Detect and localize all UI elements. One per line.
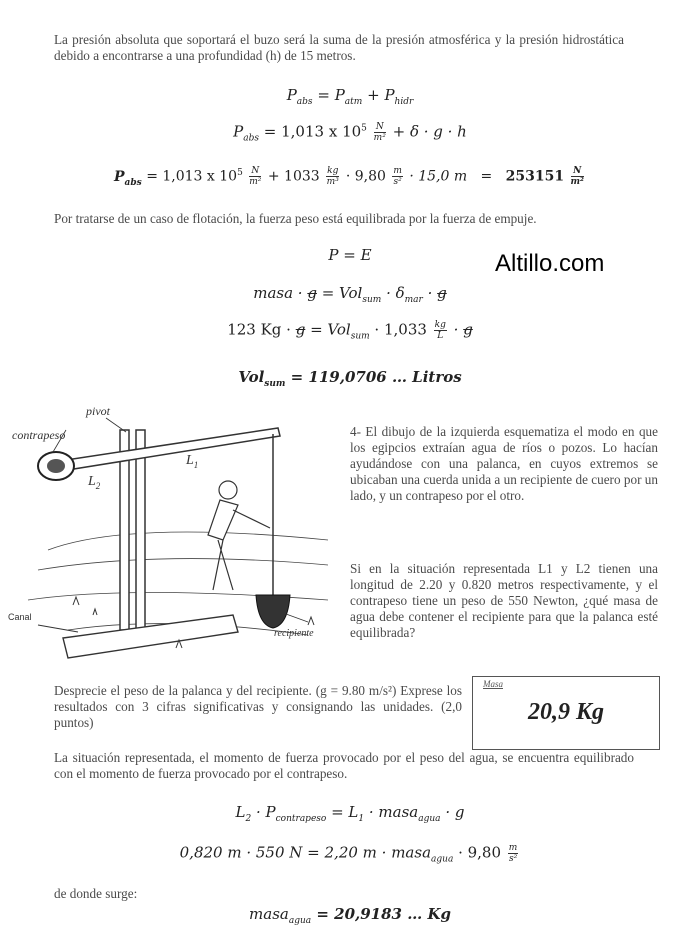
- pivot-label: pivot: [86, 404, 110, 418]
- shaduf-illustration: [8, 400, 338, 670]
- equation-numeric-volume: 123 Kg · g = Vol$_{sum}$ · 1,033 $\frac{kg}{L}$ · g: [227, 320, 473, 342]
- l1-label: $L_1$: [186, 453, 199, 470]
- l2-label: $L_2$: [88, 474, 101, 491]
- problem-description: 4- El dibujo de la izquierda esquematiza el modo en que los egipcios extraían agua de ríos o pozos. Lo hacían ayudándose con una palanca, en cuyos extremos se ubicaban una cuerda unida a un recipiente de cuero por un lado, y un contrapeso por el otro.: [350, 424, 658, 503]
- problem-question: Si en la situación representada L1 y L2 tienen una longitud de 2.20 y 0.820 metros respectivamente, y el contrapeso tiene un peso de 550 Newton, ¿qué masa de agua debe contener el recipiente para que la palanca esté equilibrada?: [350, 561, 658, 640]
- equation-mass-result: masa$_{agua}$ = 20,9183 … Kg: [249, 905, 451, 926]
- solution-text: La situación representada, el momento de fuerza provocado por el peso del agua, se encuentra equilibrado con el momento de fuerza provocado por el contrapeso.: [54, 750, 634, 781]
- equation-mass-volume: masa · $g = Vol_{sum} \cdot \delta_{mar} \cdot g$: [253, 284, 447, 305]
- instructions-text: Desprecie el peso de la palanca y del recipiente. (g = 9.80 m/s²) Exprese los resultados con 3 cifras significativas y consignando las unidades. (2,0 puntos): [54, 683, 462, 730]
- flotation-text: Por tratarse de un caso de flotación, la fuerza peso está equilibrada por la fuerza de empuje.: [54, 211, 537, 226]
- intro-paragraph: La presión absoluta que soportará el buzo será la suma de la presión atmosférica y la presión hidrostática debido a encontrarse a una profundidad (h) de 15 metros.: [54, 32, 624, 63]
- equation-pabs-formula: $P_{abs} = 1,013$ x $10^5$ $\frac{N}{\text{m²}}$ + δ · g · h: [233, 122, 467, 144]
- answer-label: Masa: [483, 679, 503, 689]
- answer-box: [472, 676, 660, 750]
- equation-pabs-numeric: $P_{abs} = 1,013$ x $10^5$ $\frac{N}{\text{m²}}$ + 1033 $\frac{kg}{\text{m³}}$ · 9,80 $\frac{m}{\text{s²}}$ · 15,0 m = 253151 $\frac{N}{\text{m²}}$: [114, 166, 584, 188]
- equation-moment-balance: $L_2 \cdot P_{contrapeso} = L_1$ · masa$_{agua}$ · g: [235, 803, 465, 824]
- answer-value: 20,9 Kg: [527, 699, 604, 725]
- recipiente-label: recipiente: [274, 628, 314, 639]
- equation-pabs-definition: $P_{abs} = P_{atm} + P_{hidr}$: [286, 86, 414, 107]
- canal-label: Canal: [8, 612, 32, 622]
- contrapeso-label: contrapeso: [12, 428, 66, 442]
- equation-volume-result: Vol$_{sum}$ = 119,0706 … Litros: [238, 368, 462, 389]
- equation-moment-numeric: 0,820 m · 550 N = 2,20 m · masa$_{agua}$ · 9,80 $\frac{m}{\text{s²}}$: [179, 843, 518, 865]
- equation-p-equals-e: P = E: [328, 246, 372, 264]
- altillo-watermark: Altillo.com: [495, 250, 605, 277]
- de-donde-text: de donde surge:: [54, 886, 138, 901]
